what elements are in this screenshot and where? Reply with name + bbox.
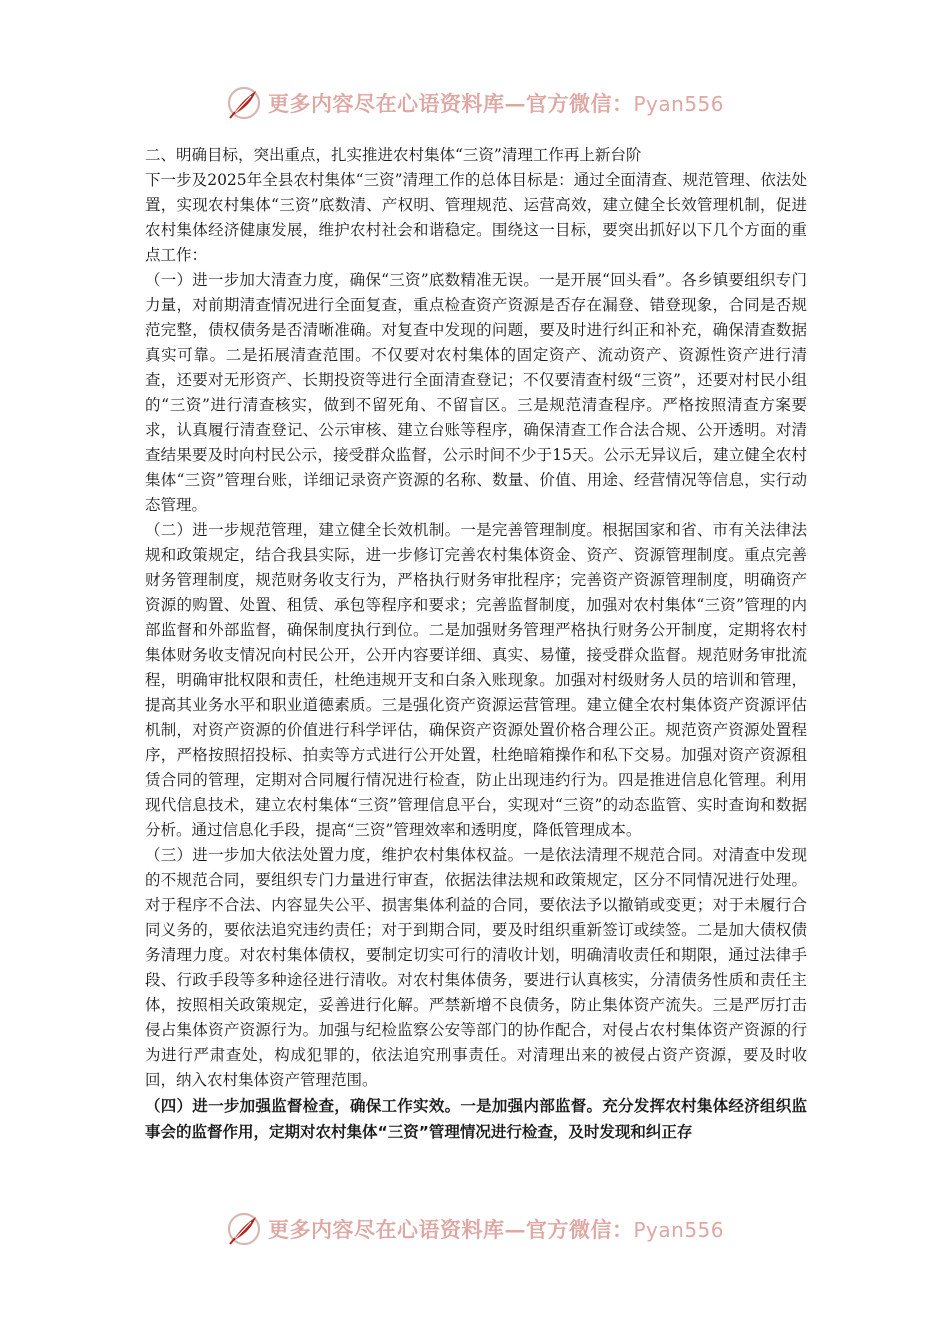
banner-title: 更多内容尽在心语资料库—官方微信：Pyan556 <box>267 91 724 116</box>
paragraph-item-1: （一）进一步加大清查力度，确保“三资”底数精准无误。一是开展“回头看”。各乡镇要组织专门力量，对前期清查情况进行全面复查，重点检查资产资源是否存在漏登、错登现象，合同是否规范完整，债权债务是否清晰准确。对复查中发现的问题，要及时进行纠正和补充，确保清查数据真实可靠。二是拓展清查范围。不仅要对农村集体的固定资产、流动资产、资源性资产进行清查，还要对无形资产、长期投资等进行全面清查登记；不仅要清查村级“三资”，还要对村民小组的“三资”进行清查核实，做到不留死角、不留盲区。三是规范清查程序。严格按照清查方案要求，认真履行清查登记、公示审核、建立台账等程序，确保清查工作合法合规、公开透明。对清查结果要及时向村民公示，接受群众监督，公示时间不少于15天。公示无异议后，建立健全农村集体“三资”管理台账，详细记录资产资源的名称、数量、价值、用途、经营情况等信息，实行动态管理。 <box>145 271 807 514</box>
feather-pen-icon <box>226 1211 262 1247</box>
header-banner <box>0 83 950 123</box>
paragraph-goal: 下一步及2025年全县农村集体“三资”清理工作的总体目标是：通过全面清查、规范管理、依法处置，实现农村集体“三资”底数清、产权明、管理规范、运营高效，建立健全长效管理机制，促进农村集体经济健康发展，维护农村社会和谐稳定。围绕这一目标，要突出抓好以下几个方面的重点工作： <box>145 171 807 264</box>
wechat-id: Pyan556 <box>633 92 724 116</box>
banner-title: 更多内容尽在心语资料库—官方微信：Pyan556 <box>267 1217 724 1242</box>
paragraph-item-4: （四）进一步加强监督检查，确保工作实效。一是加强内部监督。充分发挥农村集体经济组织监事会的监督作用，定期对农村集体“三资”管理情况进行检查，及时发现和纠正存 <box>145 1097 807 1141</box>
feather-pen-icon <box>226 85 262 121</box>
footer-banner <box>0 1209 950 1249</box>
document-body <box>145 143 807 1145</box>
paragraph-item-3: （三）进一步加大依法处置力度，维护农村集体权益。一是依法清理不规范合同。对清查中发现的不规范合同，要组织专门力量进行审查，依据法律法规和政策规定，区分不同情况进行处理。对于程序不合法、内容显失公平、损害集体利益的合同，要依法予以撤销或变更；对于未履行合同义务的，要依法追究违约责任；对于到期合同，要及时组织重新签订或续签。二是加大债权债务清理力度。对农村集体债权，要制定切实可行的清收计划，明确清收责任和期限，通过法律手段、行政手段等多种途径进行清收。对农村集体债务，要进行认真核实，分清债务性质和责任主体，按照相关政策规定，妥善进行化解。严禁新增不良债务，防止集体资产流失。三是严厉打击侵占集体资产资源行为。加强与纪检监察公安等部门的协作配合，对侵占农村集体资产资源的行为进行严肃查处，构成犯罪的，依法追究刑事责任。对清理出来的被侵占资产资源，要及时收回，纳入农村集体资产管理范围。 <box>145 846 807 1089</box>
paragraph-item-2: （二）进一步规范管理，建立健全长效机制。一是完善管理制度。根据国家和省、市有关法律法规和政策规定，结合我县实际，进一步修订完善农村集体资金、资产、资源管理制度。重点完善财务管理制度，规范财务收支行为，严格执行财务审批程序；完善资产资源管理制度，明确资产资源的购置、处置、租赁、承包等程序和要求；完善监督制度，加强对农村集体“三资”管理的内部监督和外部监督，确保制度执行到位。二是加强财务管理严格执行财务公开制度，定期将农村集体财务收支情况向村民公开，公开内容要详细、真实、易懂，接受群众监督。规范财务审批流程，明确审批权限和责任，杜绝违规开支和白条入账现象。加强对村级财务人员的培训和管理，提高其业务水平和职业道德素质。三是强化资产资源运营管理。建立健全农村集体资产资源评估机制，对资产资源的价值进行科学评估，确保资产资源处置价格合理公正。规范资产资源处置程序，严格按照招投标、拍卖等方式进行公开处置，杜绝暗箱操作和私下交易。加强对资产资源租赁合同的管理，定期对合同履行情况进行检查，防止出现违约行为。四是推进信息化管理。利用现代信息技术，建立农村集体“三资”管理信息平台，实现对“三资”的动态监管、实时查询和数据分析。通过信息化手段，提高“三资”管理效率和透明度，降低管理成本。 <box>145 521 807 839</box>
wechat-id: Pyan556 <box>633 1218 724 1242</box>
section-heading: 二、明确目标，突出重点，扎实推进农村集体“三资”清理工作再上新台阶 <box>145 146 642 164</box>
